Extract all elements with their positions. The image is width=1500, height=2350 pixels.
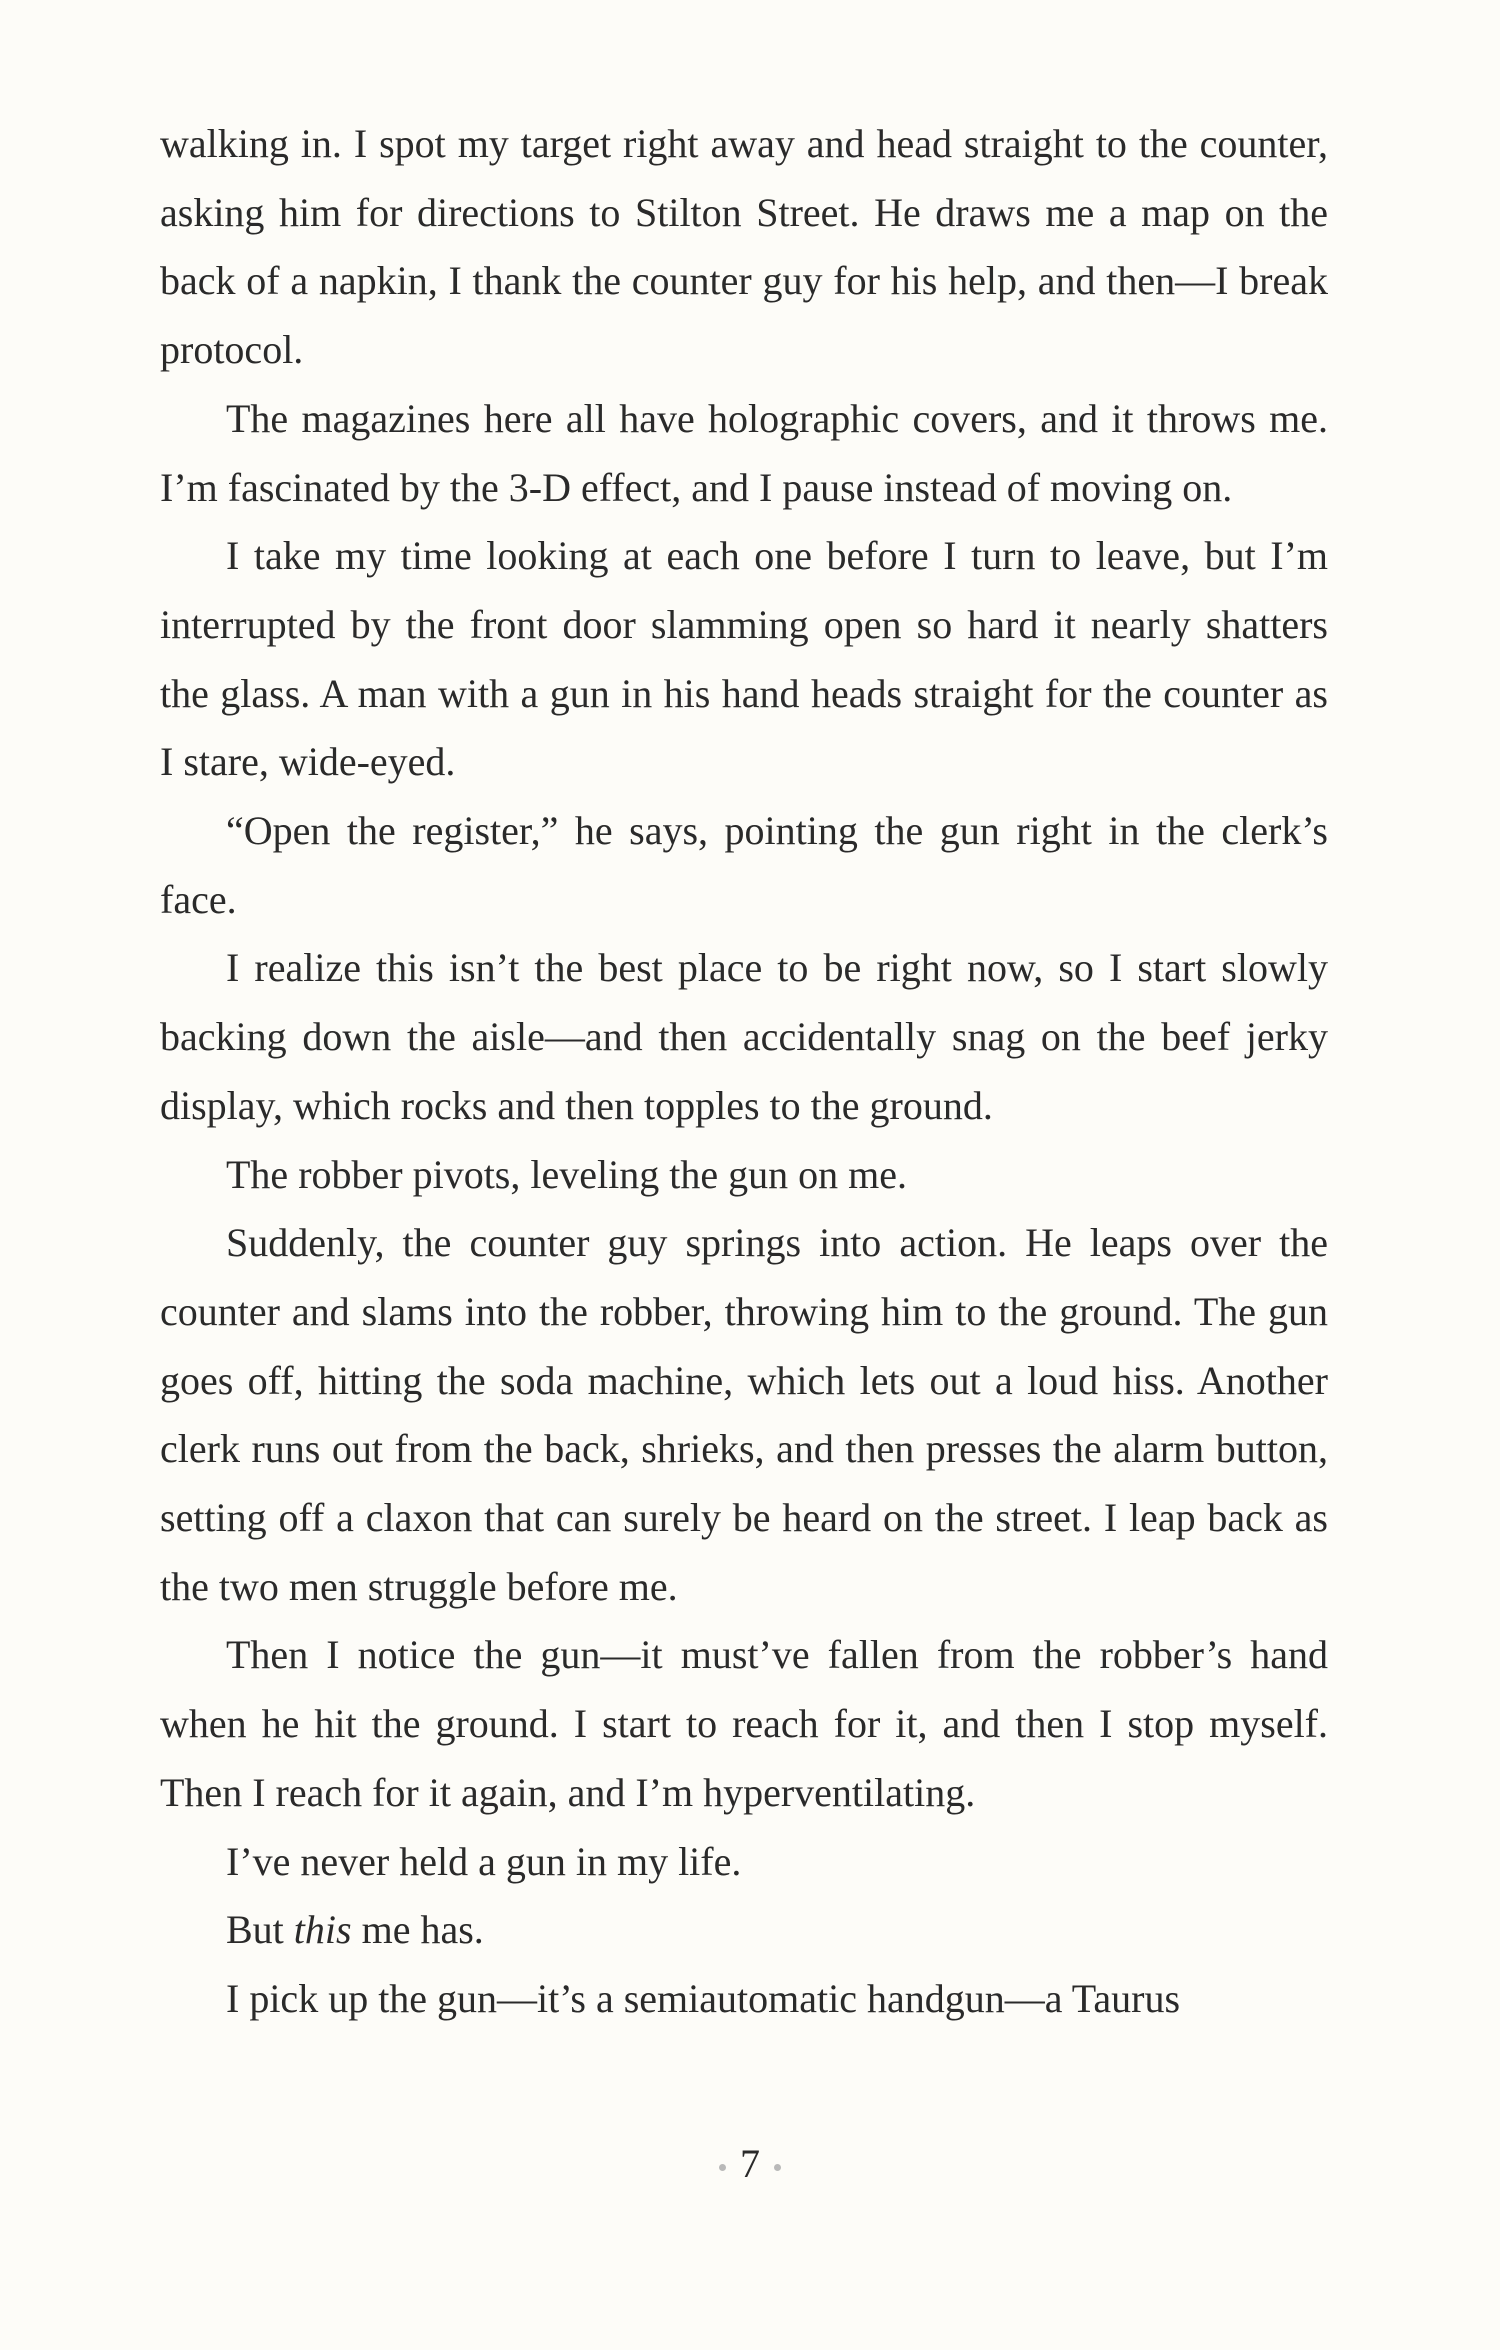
paragraph-italic-this xyxy=(160,1896,1328,1965)
bullet-ornament xyxy=(774,2164,781,2171)
page-number: 7 xyxy=(740,2141,760,2186)
paragraph: I’ve never held a gun in my life. xyxy=(226,1838,742,1884)
paragraph: I take my time looking at each one before I turn to leave, but I’m interrupted by the front door slamming open so hard it nearly shatters the glass. A man with a gun in his hand heads straight for the counter as I stare, wide-eyed. xyxy=(160,533,1328,785)
paragraph: walking in. I spot my target right away and head straight to the counter, asking him for directions to Stilton Street. He draws me a map on the back of a napkin, I thank the counter guy for his help, and then—I break protocol. xyxy=(160,121,1328,373)
text-segment: me has. xyxy=(351,1907,484,1953)
page-footer xyxy=(0,2140,1500,2187)
paragraph: Suddenly, the counter guy springs into action. He leaps over the counter and slams into the robber, throwing him to the ground. The gun goes off, hitting the soda machine, which lets out a loud hiss. Another clerk runs out from the back, shrieks, and then presses the alarm button, setting off a claxon that can surely be heard on the street. I leap back as the two men struggle before me. xyxy=(160,1220,1328,1609)
bullet-ornament xyxy=(719,2164,726,2171)
paragraph: “Open the register,” he says, pointing the gun right in the clerk’s face. xyxy=(160,808,1328,922)
body-text xyxy=(160,110,1328,2034)
paragraph: The robber pivots, leveling the gun on me. xyxy=(226,1151,907,1197)
paragraph: The magazines here all have holographic covers, and it throws me. I’m fascinated by the 3-D effect, and I pause instead of moving on. xyxy=(160,395,1328,510)
paragraph: Then I notice the gun—it must’ve fallen from the robber’s hand when he hit the ground. I start to reach for it, and then I stop myself. Then I reach for it again, and I’m hyperventilating. xyxy=(160,1632,1328,1815)
paragraph: I pick up the gun—it’s a semiautomatic handgun—a Taurus xyxy=(226,1975,1181,2021)
paragraph: I realize this isn’t the best place to be right now, so I start slowly backing down the aisle—and then accidentally snag on the beef jerky display, which rocks and then topples to the ground. xyxy=(160,945,1328,1128)
text-segment: But xyxy=(226,1907,294,1953)
emphasized-word: this xyxy=(293,1907,352,1953)
